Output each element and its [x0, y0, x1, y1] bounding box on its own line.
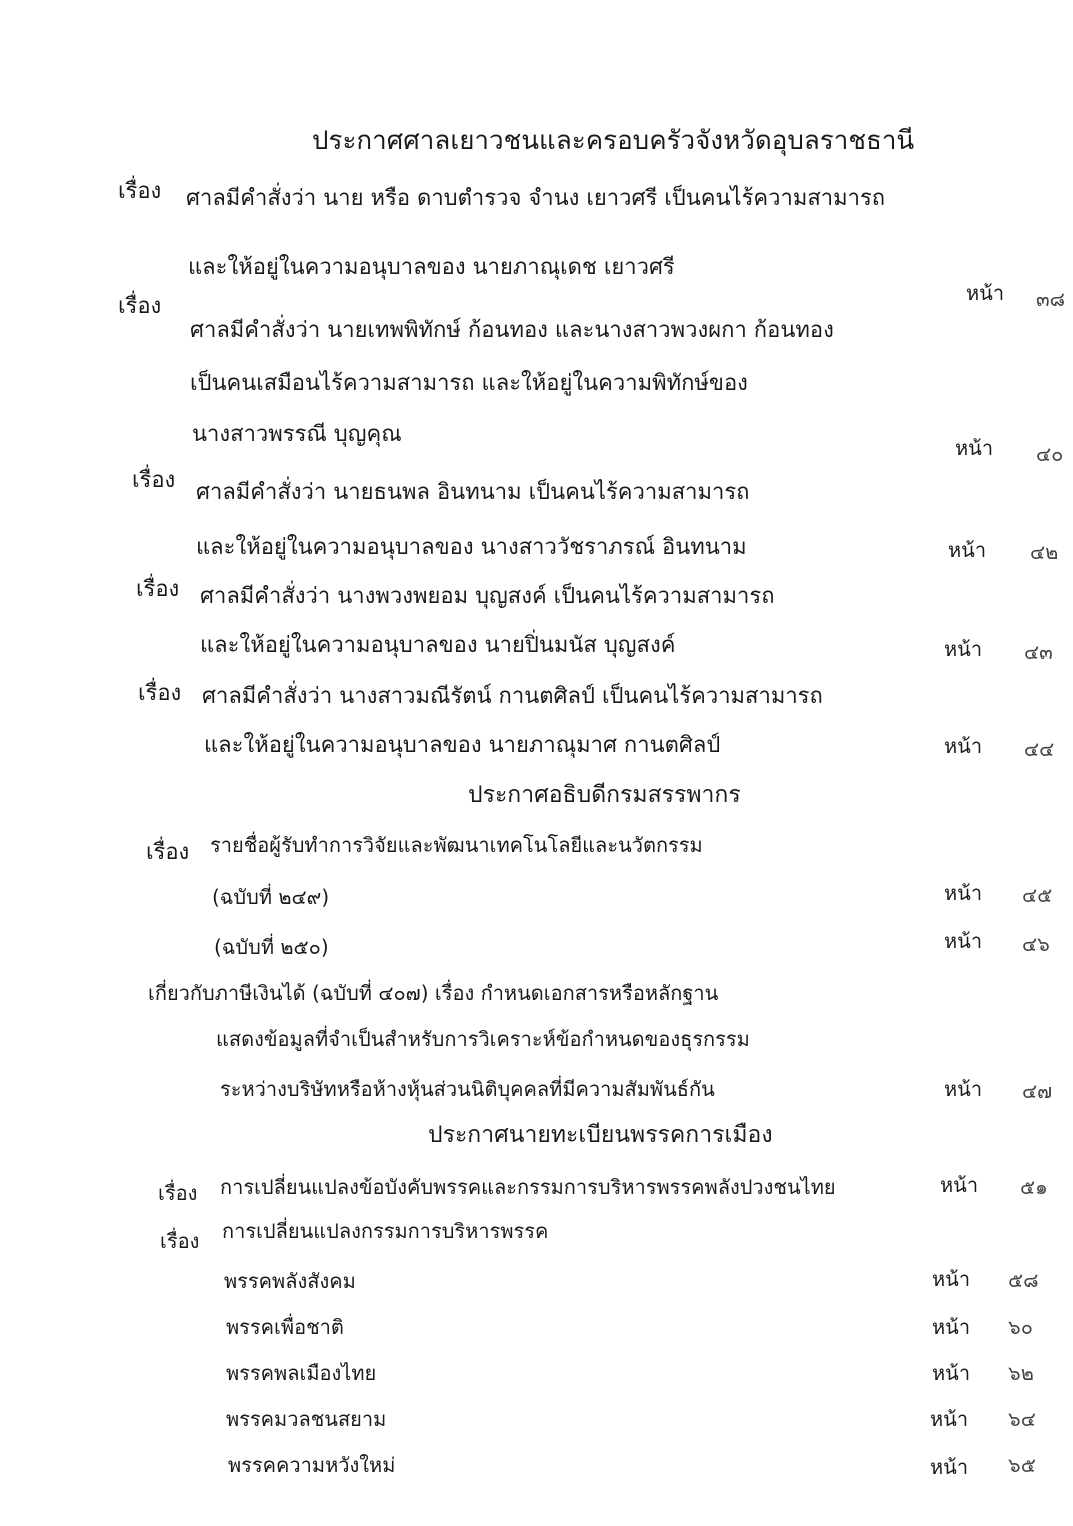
page-label: หน้า [932, 1361, 971, 1385]
page-label: หน้า [930, 1455, 969, 1479]
page-label: หน้า [944, 929, 983, 953]
entry-label: เรื่อง [136, 577, 180, 602]
page-number: ๔๕ [1022, 883, 1053, 907]
party-name: พรรคพลังสังคม [224, 1269, 356, 1293]
party-name: พรรคความหวังใหม่ [228, 1453, 396, 1477]
page-label: หน้า [944, 637, 983, 661]
page-number: ๔๒ [1030, 540, 1059, 564]
entry-line: และให้อยู่ในความอนุบาลของ นายปิ่นมนัส บุญสงค์ [200, 633, 676, 658]
page-number: ๔๓ [1024, 640, 1053, 664]
entry-line: การเปลี่ยนแปลงข้อบังคับพรรคและกรรมการบริหารพรรคพลังปวงชนไทย [220, 1175, 836, 1199]
page-number: ๓๘ [1036, 287, 1066, 311]
page-number: ๖๔ [1008, 1407, 1036, 1431]
section-heading-youth-court: ประกาศศาลเยาวชนและครอบครัวจังหวัดอุบลราชธานี [312, 126, 915, 156]
entry-line: ศาลมีคำสั่งว่า นายธนพล อินทนาม เป็นคนไร้ความสามารถ [196, 480, 750, 505]
entry-line: ศาลมีคำสั่งว่า นายเทพพิทักษ์ ก้อนทอง และนางสาวพวงผกา ก้อนทอง [190, 318, 834, 343]
section-heading-party-registrar: ประกาศนายทะเบียนพรรคการเมือง [428, 1122, 773, 1148]
entry-line: ศาลมีคำสั่งว่า นาย หรือ ดาบตำรวจ จำนง เยาวศรี เป็นคนไร้ความสามารถ [186, 186, 886, 211]
section-heading-revenue-department: ประกาศอธิบดีกรมสรรพากร [468, 782, 741, 808]
entry-label: เรื่อง [118, 179, 162, 204]
page-label: หน้า [940, 1173, 979, 1197]
entry-line: รายชื่อผู้รับทำการวิจัยและพัฒนาเทคโนโลยีและนวัตกรรม [210, 833, 703, 857]
sub-entry-line: (ฉบับที่ ๒๔๙) [212, 885, 330, 909]
entry-line: นางสาวพรรณี บุญคุณ [192, 422, 402, 447]
entry-label: เรื่อง [158, 1181, 198, 1205]
entry-line: ศาลมีคำสั่งว่า นางพวงพยอม บุญสงค์ เป็นคนไร้ความสามารถ [200, 584, 775, 609]
entry-label: เรื่อง [146, 840, 190, 865]
page-number: ๔๐ [1036, 442, 1064, 466]
page-label: หน้า [948, 538, 987, 562]
page-label: หน้า [944, 881, 983, 905]
entry-label: เรื่อง [132, 468, 176, 493]
entry-line: และให้อยู่ในความอนุบาลของ นายภาณุเดช เยาวศรี [188, 255, 675, 280]
party-name: พรรคมวลชนสยาม [226, 1407, 387, 1431]
page-label: หน้า [955, 436, 994, 460]
page-label: หน้า [930, 1407, 969, 1431]
entry-line: แสดงข้อมูลที่จำเป็นสำหรับการวิเคราะห์ข้อกำหนดของธุรกรรม [216, 1027, 750, 1051]
sub-entry-line: (ฉบับที่ ๒๕๐) [214, 935, 329, 959]
entry-line: และให้อยู่ในความอนุบาลของ นายภาณุมาศ กานตศิลป์ [204, 733, 721, 758]
entry-line: เกี่ยวกับภาษีเงินได้ (ฉบับที่ ๔๐๗) เรื่อง กำหนดเอกสารหรือหลักฐาน [148, 981, 719, 1005]
page-number: ๖๕ [1008, 1453, 1036, 1477]
page-number: ๔๖ [1022, 932, 1050, 956]
entry-line: ระหว่างบริษัทหรือห้างหุ้นส่วนนิติบุคคลที่มีความสัมพันธ์กัน [220, 1077, 715, 1101]
entry-line: เป็นคนเสมือนไร้ความสามารถ และให้อยู่ในความพิทักษ์ของ [190, 371, 748, 396]
page-label: หน้า [966, 281, 1005, 305]
page-label: หน้า [944, 734, 983, 758]
entry-label: เรื่อง [138, 681, 182, 706]
page-label: หน้า [944, 1077, 983, 1101]
entry-label: เรื่อง [160, 1229, 200, 1253]
party-name: พรรคพลเมืองไทย [226, 1361, 377, 1385]
entry-line: ศาลมีคำสั่งว่า นางสาวมณีรัตน์ กานตศิลป์ เป็นคนไร้ความสามารถ [202, 684, 823, 709]
page-number: ๕๑ [1020, 1175, 1048, 1199]
entry-label: เรื่อง [118, 294, 162, 319]
entry-line: การเปลี่ยนแปลงกรรมการบริหารพรรค [222, 1219, 549, 1243]
page-number: ๔๗ [1022, 1079, 1053, 1103]
page-number: ๕๘ [1008, 1268, 1039, 1292]
party-name: พรรคเพื่อชาติ [226, 1315, 344, 1339]
page-number: ๖๒ [1008, 1361, 1034, 1385]
page-label: หน้า [932, 1267, 971, 1291]
page-label: หน้า [932, 1315, 971, 1339]
page-number: ๔๔ [1024, 737, 1055, 761]
page-number: ๖๐ [1008, 1315, 1033, 1339]
entry-line: และให้อยู่ในความอนุบาลของ นางสาววัชราภรณ์ อินทนาม [196, 535, 747, 560]
